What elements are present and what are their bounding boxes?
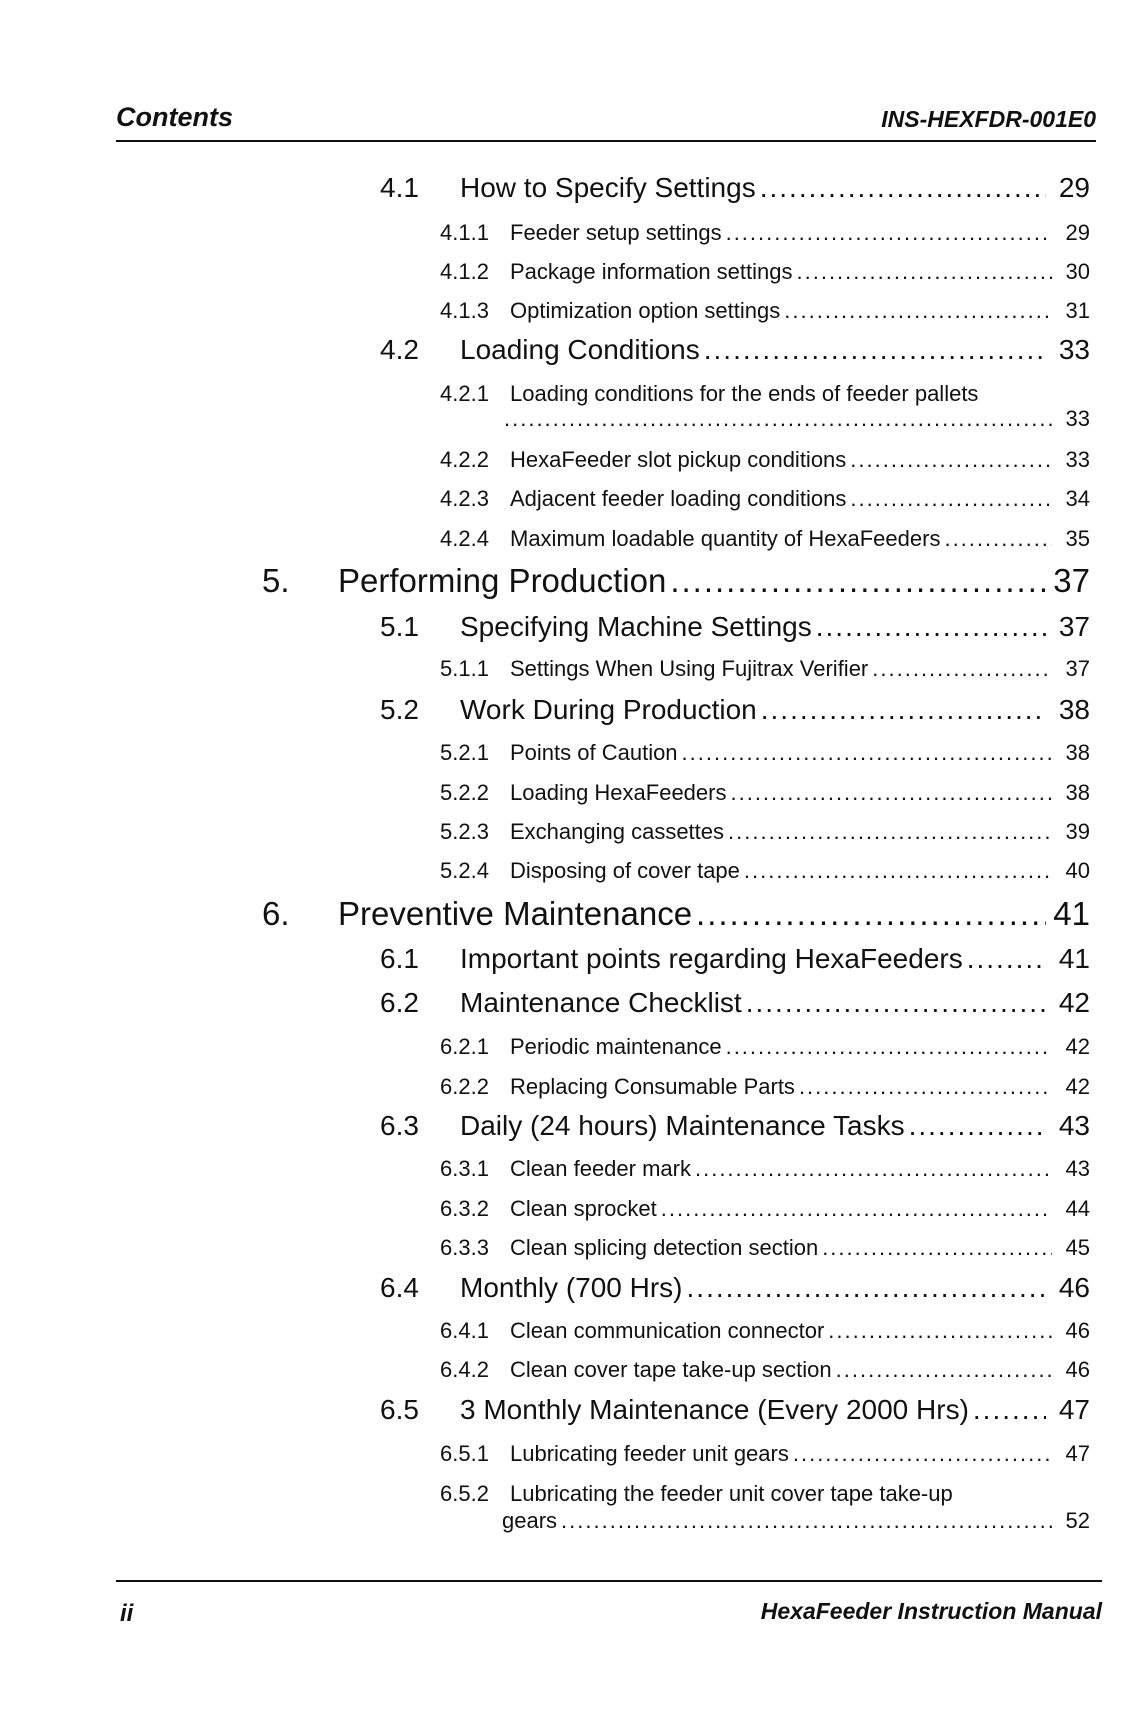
toc-entry-4-1-1[interactable]: 4.1.1 Feeder setup settings ..... 29 [440, 220, 1090, 246]
toc-entry-6-4-2[interactable]: 6.4.2 Clean cover tape take-up section ..... 46 [440, 1357, 1090, 1383]
toc-entry-6-5[interactable]: 6.5 3 Monthly Maintenance (Every 2000 Hrs) ..... 47 [380, 1394, 1090, 1426]
leader-dots [850, 447, 1052, 473]
toc-entry-4-2-1-continuation[interactable]: ..... 33 [500, 406, 1090, 432]
toc-entry-6-3[interactable]: 6.3 Daily (24 hours) Maintenance Tasks ..... 43 [380, 1110, 1090, 1142]
leader-dots [682, 740, 1052, 766]
toc-entry-6-3-1[interactable]: 6.3.1 Clean feeder mark ..... 43 [440, 1156, 1090, 1182]
toc-entry-5-2-4[interactable]: 5.2.4 Disposing of cover tape ..... 40 [440, 858, 1090, 884]
leader-dots [784, 298, 1052, 324]
toc-entry-6[interactable]: 6. Preventive Maintenance ..... 41 [262, 895, 1090, 933]
leader-dots [850, 486, 1052, 512]
toc-entry-4-2-1[interactable]: 4.2.1 Loading conditions for the ends of feeder pallets [440, 381, 979, 406]
leader-dots [687, 1272, 1046, 1304]
leader-dots [760, 172, 1046, 204]
leader-dots [822, 1235, 1052, 1261]
leader-dots [797, 259, 1053, 285]
leader-dots [696, 895, 1046, 933]
toc-entry-6-4[interactable]: 6.4 Monthly (700 Hrs) ..... 46 [380, 1272, 1090, 1304]
leader-dots [561, 1508, 1052, 1534]
leader-dots [967, 943, 1046, 975]
footer-page-number: ii [120, 1600, 134, 1627]
toc-entry-5-2-3[interactable]: 5.2.3 Exchanging cassettes ..... 39 [440, 819, 1090, 845]
leader-dots [726, 1034, 1052, 1060]
toc-entry-6-5-1[interactable]: 6.5.1 Lubricating feeder unit gears ..... 47 [440, 1441, 1090, 1467]
toc-entry-6-3-3[interactable]: 6.3.3 Clean splicing detection section ..... 45 [440, 1235, 1090, 1261]
leader-dots [695, 1156, 1052, 1182]
leader-dots [836, 1357, 1052, 1383]
leader-dots [726, 220, 1052, 246]
leader-dots [704, 334, 1046, 366]
toc-entry-6-5-2[interactable]: 6.5.2 Lubricating the feeder unit cover tape take-up [440, 1481, 953, 1506]
leader-dots [828, 1318, 1052, 1344]
toc-entry-6-4-1[interactable]: 6.4.1 Clean communication connector ..... 46 [440, 1318, 1090, 1344]
toc-entry-6-3-2[interactable]: 6.3.2 Clean sprocket ..... 44 [440, 1196, 1090, 1222]
toc-entry-4-1[interactable]: 4.1 How to Specify Settings ..... 29 [380, 172, 1090, 204]
toc-entry-5-2-1[interactable]: 5.2.1 Points of Caution ..... 38 [440, 740, 1090, 766]
leader-dots [799, 1074, 1052, 1100]
toc-entry-5-2-2[interactable]: 5.2.2 Loading HexaFeeders ..... 38 [440, 780, 1090, 806]
toc-entry-6-2-2[interactable]: 6.2.2 Replacing Consumable Parts ..... 42 [440, 1074, 1090, 1100]
toc-entry-5-2[interactable]: 5.2 Work During Production ..... 38 [380, 694, 1090, 726]
leader-dots [872, 656, 1052, 682]
header-section-title: Contents [116, 102, 233, 132]
toc-entry-4-1-3[interactable]: 4.1.3 Optimization option settings ..... 31 [440, 298, 1090, 324]
leader-dots [670, 562, 1046, 600]
toc-entry-6-2[interactable]: 6.2 Maintenance Checklist ..... 42 [380, 987, 1090, 1019]
toc-entry-6-2-1[interactable]: 6.2.1 Periodic maintenance ..... 42 [440, 1034, 1090, 1060]
leader-dots [944, 526, 1052, 552]
leader-dots [746, 987, 1046, 1019]
toc-entry-6-5-2-continuation[interactable]: gears ..... 52 [502, 1508, 1090, 1534]
toc-entry-4-2-3[interactable]: 4.2.3 Adjacent feeder loading conditions ..... 34 [440, 486, 1090, 512]
leader-dots [909, 1110, 1046, 1142]
toc-entry-4-2[interactable]: 4.2 Loading Conditions ..... 33 [380, 334, 1090, 366]
toc-entry-6-1[interactable]: 6.1 Important points regarding HexaFeeders ..... 41 [380, 943, 1090, 975]
page-footer [116, 1580, 1102, 1627]
leader-dots [793, 1441, 1052, 1467]
leader-dots [761, 694, 1046, 726]
leader-dots [816, 611, 1046, 643]
leader-dots [728, 819, 1052, 845]
leader-dots [730, 780, 1052, 806]
toc-entry-5-1-1[interactable]: 5.1.1 Settings When Using Fujitrax Verifier ..... 37 [440, 656, 1090, 682]
leader-dots [661, 1196, 1052, 1222]
leader-dots [973, 1394, 1046, 1426]
toc-entry-4-2-2[interactable]: 4.2.2 HexaFeeder slot pickup conditions ..... 33 [440, 447, 1090, 473]
leader-dots [744, 858, 1052, 884]
toc-entry-5-1[interactable]: 5.1 Specifying Machine Settings ..... 37 [380, 611, 1090, 643]
toc-entry-4-2-4[interactable]: 4.2.4 Maximum loadable quantity of HexaFeeders ..... 35 [440, 526, 1090, 552]
leader-dots [504, 406, 1052, 432]
header-doc-id: INS-HEXFDR-001E0 [881, 106, 1096, 132]
footer-manual-title: HexaFeeder Instruction Manual [760, 1598, 1102, 1624]
toc-entry-4-1-2[interactable]: 4.1.2 Package information settings ..... 30 [440, 259, 1090, 285]
toc-entry-5[interactable]: 5. Performing Production ..... 37 [262, 562, 1090, 600]
